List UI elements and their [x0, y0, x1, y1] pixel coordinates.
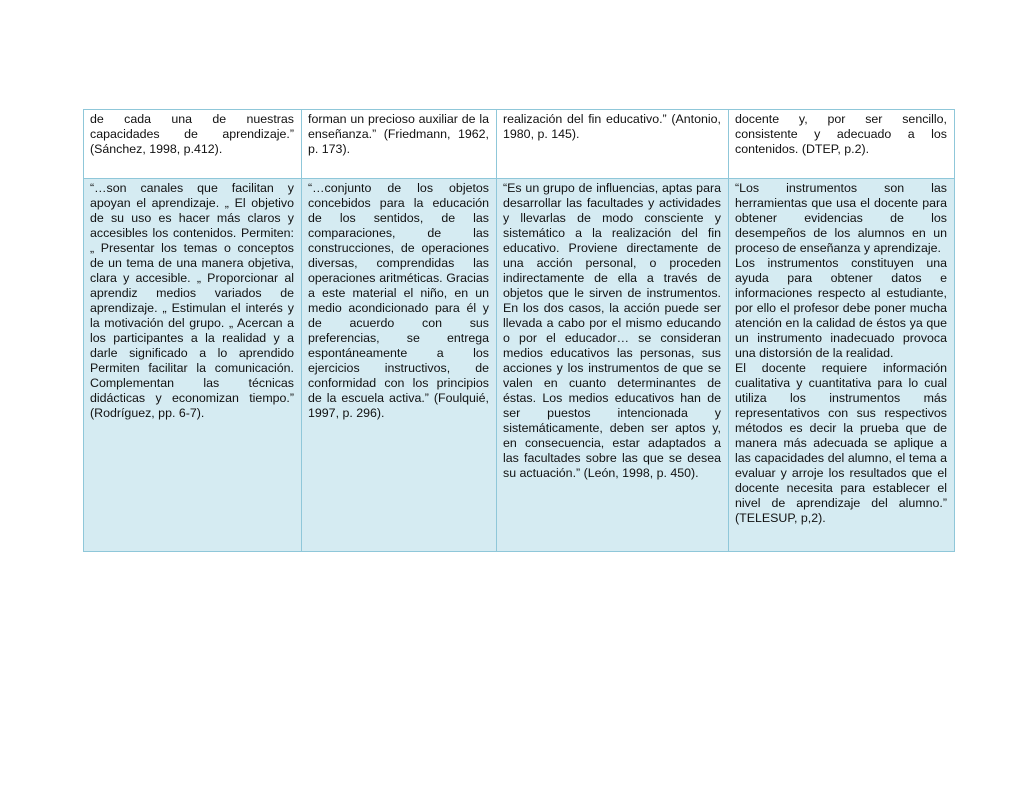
cell-paragraph: “Los instrumentos son las herramientas que usa el docente para obtener evidencias de los desempeños de los alumnos en un proceso de enseñanza y aprendizaje.: [735, 181, 947, 255]
cell-paragraph: Los instrumentos constituyen una ayuda para obtener datos e informaciones respecto al estudiante, por ello el profesor debe poner mucha atención en la calidad de éstos ya que un instrumento inadecuado provoca una distorsión de la realidad.: [735, 256, 947, 360]
citations-table: [83, 109, 955, 552]
cell-paragraph: El docente requiere información cualitativa y cuantitativa para lo cual utiliza los instrumentos más representativos con sus respectivos métodos es decir la prueba que de manera más adecuada se aplique a las capacidades del alumno, el tema a evaluar y arroje los resultados que el docente necesita para establecer el nivel de aprendizaje del alumno.” (TELESUP, p,2).: [735, 361, 947, 525]
table-cell: [497, 110, 729, 179]
cell-text: “Es un grupo de influencias, aptas para desarrollar las facultades y actividades y llevarlas de modo consciente y sistemático a la realización del fin educativo. Proviene directamente de una acción personal, o proceden indirectamente de ella a través de objetos que le sirven de instrumentos. En los dos casos, la acción puede ser llevada a cabo por el mismo educando o por el educador… se consideran medios educativos las personas, sus acciones y los instrumentos de que se valen en cuanto determinantes de éstas. Los medios educativos han de ser puestos intencionada y sistemáticamente, deben ser aptos y, en consecuencia, estar adaptados a las facultades sobre las que se desea su actuación.” (León, 1998, p. 450).: [503, 181, 721, 480]
table-cell: [302, 110, 497, 179]
cell-text: docente y, por ser sencillo, consistente y adecuado a los contenidos. (DTEP, p.2).: [735, 112, 947, 156]
cell-text: “…son canales que facilitan y apoyan el aprendizaje. „ El objetivo de su uso es hacer más claros y accesibles los contenidos. Permiten: „ Presentar los temas o conceptos de un tema de una manera objetiva, clara y accesible. „ Proporcionar al aprendiz medios variados de aprendizaje. „ Estimulan el interés y la motivación del grupo. „ Acercan a los participantes a la realidad y a darle significado a lo aprendido Permiten facilitar la comunicación. Complementan las técnicas didácticas y economizan tiempo.” (Rodríguez, pp. 6-7).: [90, 181, 294, 420]
table-row: [84, 110, 955, 179]
cell-text: forman un precioso auxiliar de la enseñanza.” (Friedmann, 1962, p. 173).: [308, 112, 489, 156]
cell-text: realización del fin educativo.” (Antonio, 1980, p. 145).: [503, 112, 721, 141]
table-cell: [84, 110, 302, 179]
cell-text: “…conjunto de los objetos concebidos para la educación de los sentidos, de las comparaciones, de las construcciones, de operaciones diversas, comprendidas las operaciones aritméticas. Gracias a este material el niño, en un medio acondicionado para él y de acuerdo con sus preferencias, se entrega espontáneamente a los ejercicios instructivos, de conformidad con los principios de la escuela activa.” (Foulquié, 1997, p. 296).: [308, 181, 489, 420]
cell-text: de cada una de nuestras capacidades de aprendizaje.” (Sánchez, 1998, p.412).: [90, 112, 294, 156]
table-cell: [84, 179, 302, 552]
table-cell: [729, 110, 955, 179]
table-cell: [497, 179, 729, 552]
table-row: [84, 179, 955, 552]
table-cell: [302, 179, 497, 552]
table-cell: [729, 179, 955, 552]
